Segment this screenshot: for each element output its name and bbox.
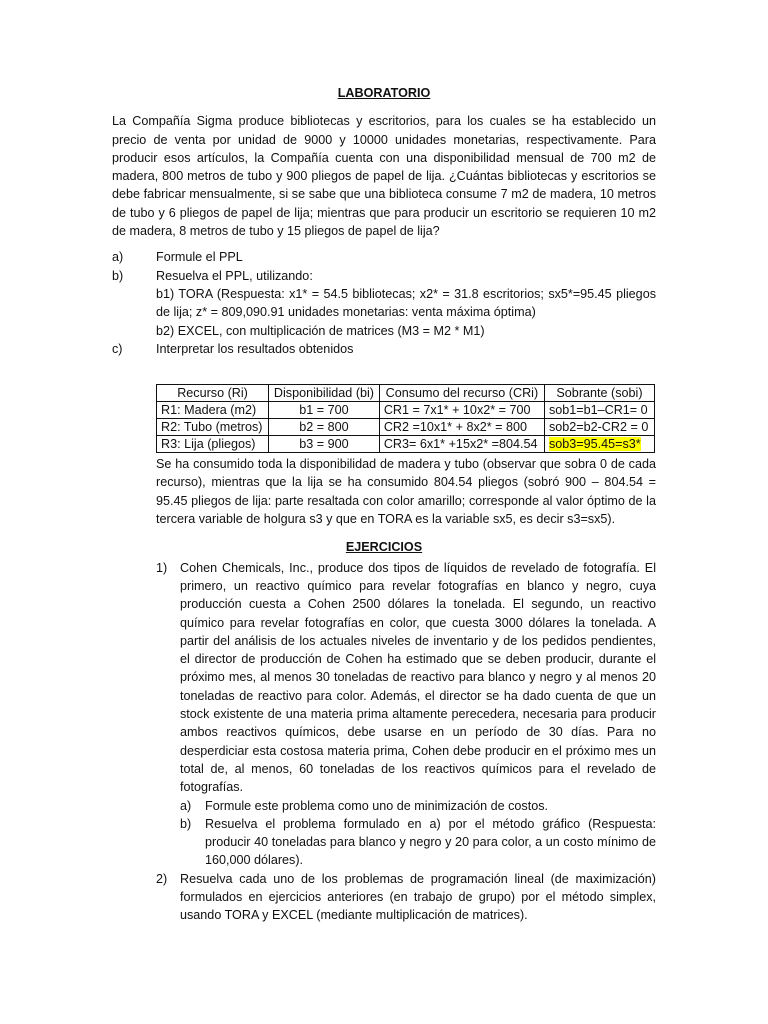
exercise-label: 2) [156, 871, 168, 886]
table-cell: R2: Tubo (metros) [157, 419, 269, 436]
table-cell: R3: Lija (pliegos) [157, 436, 269, 453]
exercise-subitem [180, 797, 656, 815]
table-cell: sob1=b1–CR1= 0 [544, 402, 654, 419]
table-cell: CR3= 6x1* +15x2* =804.54 [379, 436, 544, 453]
task-item [112, 248, 656, 266]
task-subitem: b1) TORA (Respuesta: x1* = 54.5 bibliotecas; x2* = 31.8 escritorios; sx5*=95.45 pliegos de lija; z* = 809,090.91 unidades monetarias: venta máxima óptima) [156, 286, 656, 320]
exercise-subitem-label: b) [180, 816, 192, 831]
table-row [157, 402, 655, 419]
table-header-cell: Sobrante (sobi) [544, 385, 654, 402]
table-note: Se ha consumido toda la disponibilidad de madera y tubo (observar que sobra 0 de cada recurso), mientras que la lija se ha consumido 804.54 pliegos (sobró 900 – 804.54 = 95.45 pliegos de lija: parte resaltada con color amarillo; corresponde al valor óptimo de la tercera variable de holgura s3 y que en TORA es la variable sx5, es decir s3=sx5). [156, 457, 656, 527]
table-cell: CR1 = 7x1* + 10x2* = 700 [379, 402, 544, 419]
table-row [157, 419, 655, 436]
table-header-cell: Consumo del recurso (CRi) [379, 385, 544, 402]
task-item [112, 267, 656, 285]
exercises-title: EJERCICIOS [345, 540, 423, 555]
exercise-text: Resuelva cada uno de los problemas de programación lineal (de maximización) formulados en ejercicios anteriores (en trabajo de grupo) por el método simplex, usando TORA y EXCEL (mediante multiplicación de matrices). [180, 871, 656, 923]
table-cell: b1 = 700 [269, 402, 380, 419]
task-label: c) [112, 341, 123, 356]
exercise-subitems [156, 797, 656, 870]
table-row [157, 436, 655, 453]
exercise-subitem-label: a) [180, 798, 192, 813]
exercise-text: Cohen Chemicals, Inc., produce dos tipos de líquidos de revelado de fotografía. El primero, un reactivo químico para revelar fotografías en blanco y negro, cuya producción cuesta a Cohen 2500 dólares la tonelada. El segundo, un reactivo químico para revelar fotografías en color, que cuesta 3000 dólares la tonelada. A partir del análisis de los actuales niveles de inventario y de los pedidos pendientes, el director de producción de Cohen ha estimado que se deben producir, durante el próximo mes, al menos 30 toneladas de reactivo para blanco y negro y al menos 20 toneladas de reactivo para color. Además, el director se ha dado cuenta de que un stock existente de una materia prima altamente perecedera, necesaria para producir ambos reactivos químicos, debe usarse en un período de 30 días. Para no desperdiciar esta costosa materia prima, Cohen debe producir en el próximo mes un total de, al menos, 60 toneladas de los reactivos químicos para el revelado de fotografías. [180, 560, 656, 795]
table-header-cell: Disponibilidad (bi) [269, 385, 380, 402]
highlighted-value: sob3=95.45=s3* [548, 437, 641, 452]
table-cell: R1: Madera (m2) [157, 402, 269, 419]
table-cell: b3 = 900 [269, 436, 380, 453]
task-subitem: b2) EXCEL, con multiplicación de matrices (M3 = M2 * M1) [156, 323, 485, 338]
table-cell: CR2 =10x1* + 8x2* = 800 [379, 419, 544, 436]
exercise-list [112, 559, 656, 925]
task-text: Resuelva el PPL, utilizando: [156, 268, 313, 283]
exercise-item [156, 559, 656, 797]
exercise-item [156, 870, 656, 925]
table-cell: sob2=b2-CR2 = 0 [544, 419, 654, 436]
table-header-cell: Recurso (Ri) [157, 385, 269, 402]
task-label: a) [112, 250, 124, 265]
exercise-label: 1) [156, 560, 168, 575]
task-list [112, 248, 656, 358]
exercise-subitem [180, 815, 656, 870]
task-text: Formule el PPL [156, 250, 243, 265]
table-cell-highlighted [544, 436, 654, 453]
task-item [112, 340, 656, 358]
exercise-subitem-text: Formule este problema como uno de minimización de costos. [205, 798, 548, 813]
table-header-row [157, 385, 655, 402]
table-cell: b2 = 800 [269, 419, 380, 436]
resource-table [156, 384, 655, 453]
document-title: LABORATORIO [337, 86, 431, 100]
intro-paragraph: La Compañía Sigma produce bibliotecas y escritorios, para los cuales se ha establecido un precio de venta por unidad de 9000 y 10000 unidades monetarias, respectivamente. Para producir esos artículos, la Compañía cuenta con una disponibilidad mensual de 700 m2 de madera, 800 metros de tubo y 900 pliegos de papel de lija. ¿Cuántas bibliotecas y escritorios se debe fabricar mensualmente, si se sabe que una biblioteca consume 7 m2 de madera, 10 metros de tubo y 6 pliegos de papel de lija; mientras que para producir un escritorio se requieren 10 m2 de madera, 8 metros de tubo y 15 pliegos de papel de lija? [112, 114, 656, 239]
exercise-subitem-text: Resuelva el problema formulado en a) por el método gráfico (Respuesta: producir 40 toneladas para blanco y negro y 20 para color, a un costo mínimo de 160,000 dólares). [205, 816, 656, 868]
task-text: Interpretar los resultados obtenidos [156, 341, 354, 356]
task-label: b) [112, 268, 124, 283]
